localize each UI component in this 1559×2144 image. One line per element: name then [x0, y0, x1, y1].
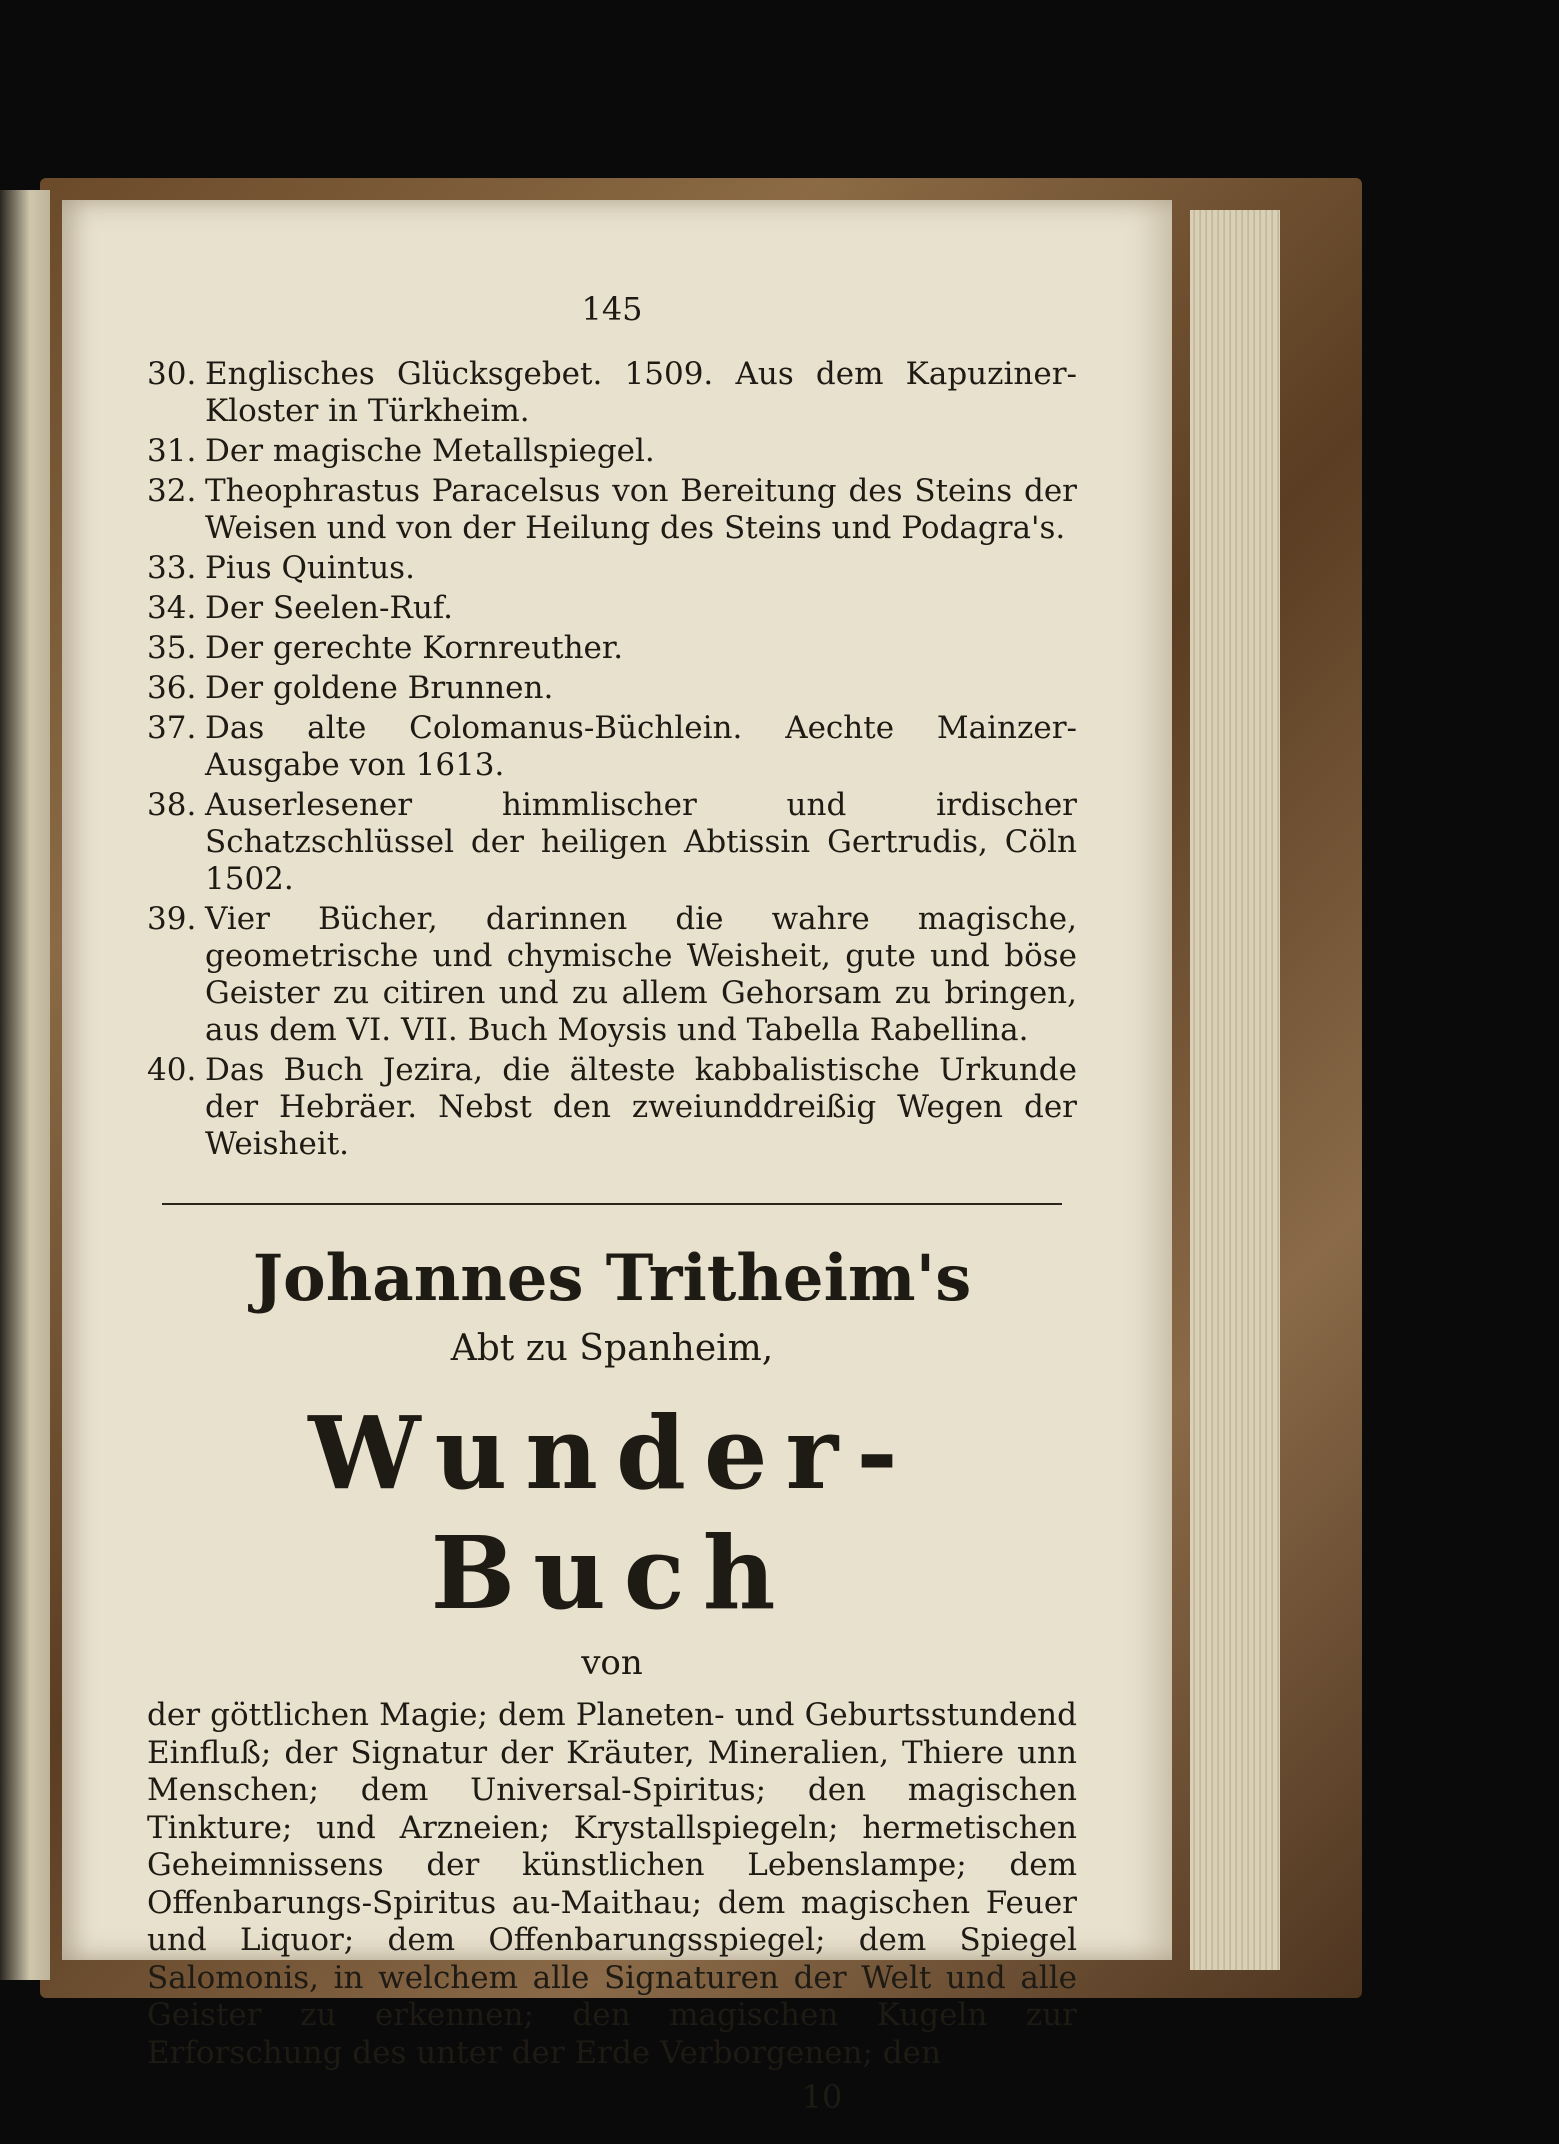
list-item: [147, 787, 1077, 898]
list-item-number: 36.: [147, 670, 197, 706]
list-item: [147, 710, 1077, 784]
list-item-text: Das alte Colomanus-Büchlein. Aechte Mainzer-Ausgabe von 1613.: [205, 710, 1077, 783]
list-item: [147, 473, 1077, 547]
list-item-text: Der goldene Brunnen.: [205, 670, 554, 706]
page-number: 145: [581, 290, 643, 328]
list-item-text: Der gerechte Kornreuther.: [205, 630, 624, 666]
list-item: [147, 356, 1077, 430]
left-page-edge: [0, 190, 50, 1980]
numbered-list: [147, 356, 1077, 1163]
list-item-text: Der magische Metallspiegel.: [205, 433, 655, 469]
list-item-text: Vier Bücher, darinnen die wahre magische, geometrische und chymische Weisheit, gute und böse Geister zu citiren und zu allem Gehorsam zu bringen, aus dem VI. VII. Buch Moysis und Tabella Rabellina.: [205, 901, 1077, 1048]
list-item-text: Das Buch Jezira, die älteste kabbalistische Urkunde der Hebräer. Nebst den zweiunddreißig Wegen der Weisheit.: [205, 1052, 1077, 1162]
list-item-number: 38.: [147, 787, 197, 823]
list-item-number: 37.: [147, 710, 197, 746]
list-item: [147, 590, 1077, 627]
signature-mark: 10: [801, 2078, 843, 2116]
list-item-text: Theophrastus Paracelsus von Bereitung des Steins der Weisen und von der Heilung des Steins und Podagra's.: [205, 473, 1077, 546]
list-item-number: 35.: [147, 630, 197, 666]
list-item: [147, 433, 1077, 470]
list-item: [147, 630, 1077, 667]
list-item: [147, 550, 1077, 587]
list-item-number: 32.: [147, 473, 197, 509]
title-author: Johannes Tritheim's: [252, 1241, 972, 1316]
page-content: [147, 290, 1077, 2116]
page-stack-edge: [1190, 210, 1280, 1970]
list-item-number: 33.: [147, 550, 197, 586]
list-item: [147, 670, 1077, 707]
title-main: Wunder-Buch: [308, 1394, 916, 1632]
list-item-text: Pius Quintus.: [205, 550, 415, 586]
list-item-text: Auserlesener himmlischer und irdischer Schatzschlüssel der heiligen Abtissin Gertrudis, Cöln 1502.: [205, 787, 1077, 897]
list-item: [147, 901, 1077, 1049]
body-paragraph: der göttlichen Magie; dem Planeten- und Geburtsstundend Einfluß; der Signatur der Kräuter, Mineralien, Thiere unn Menschen; dem Universal-Spiritus; den magischen Tinkture; und Arzneien; Krystallspiegeln; hermetischen Geheimnissens der künstlichen Lebenslampe; dem Offenbarungs-Spiritus au-Maithau; dem magischen Feuer und Liquor; dem Offenbarungsspiegel; dem Spiegel Salomonis, in welchem alle Signaturen der Welt und alle Geister zu erkennen; den magischen Kugeln zur Erforschung des unter der Erde Verborgenen; den: [147, 1697, 1077, 2071]
list-item-text: Der Seelen-Ruf.: [205, 590, 454, 626]
list-item-number: 31.: [147, 433, 197, 469]
divider-rule: [162, 1203, 1062, 1205]
list-item-number: 40.: [147, 1052, 197, 1088]
title-subtitle: Abt zu Spanheim,: [450, 1328, 774, 1369]
title-von: von: [581, 1643, 643, 1683]
book-page: [62, 200, 1172, 2116]
list-item: [147, 1052, 1077, 1163]
list-item-text: Englisches Glücksgebet. 1509. Aus dem Kapuziner-Kloster in Türkheim.: [205, 356, 1077, 429]
list-item-number: 34.: [147, 590, 197, 626]
list-item-number: 30.: [147, 356, 197, 392]
list-item-number: 39.: [147, 901, 197, 937]
